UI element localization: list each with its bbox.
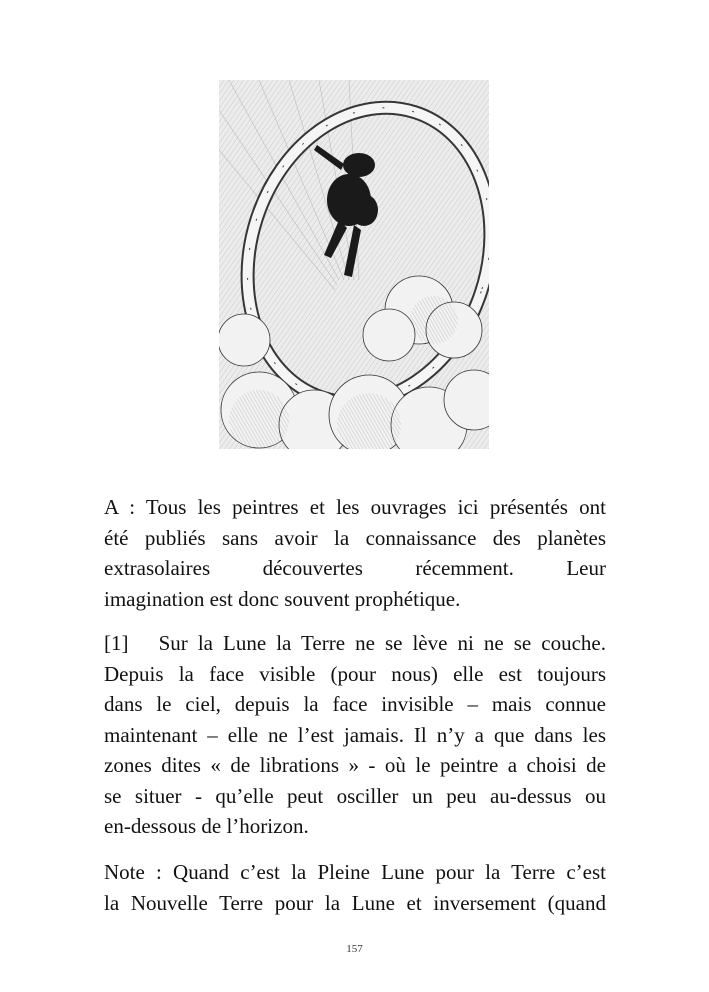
paragraph-note-1: [104, 628, 606, 842]
paragraph-a-line: A : Tous les peintres et les ouvrages ici présentés ont: [104, 495, 606, 519]
paragraph-note-1-line: se situer - qu’elle peut osciller un peu au-dessus ou: [104, 783, 606, 808]
paragraph-a-line: été publiés sans avoir la connaissance des planètes: [104, 525, 606, 550]
engraving-illustration: [219, 80, 489, 449]
paragraph-a: [104, 492, 606, 614]
engraving-figure-in-zodiac-ring-icon: [219, 80, 489, 449]
paragraph-note-line: la Nouvelle Terre pour la Lune et inversement (quand: [104, 890, 606, 915]
paragraph-a-line: imagination est donc souvent prophétique.: [104, 586, 461, 611]
paragraph-note: [104, 857, 606, 918]
paragraph-note-1-line: zones dites « de librations » - où le peintre a choisi de: [104, 753, 606, 777]
page-number: 157: [346, 943, 363, 955]
paragraph-note-1-line: [1] Sur la Lune la Terre ne se lève ni ne se couche.: [104, 631, 606, 655]
paragraph-note-line: Note : Quand c’est la Pleine Lune pour la Terre c’est: [104, 860, 606, 884]
paragraph-a-line: extrasolaires découvertes récemment. Leur: [104, 556, 606, 580]
paragraph-note-1-line: dans le ciel, depuis la face invisible – mais connue: [104, 692, 606, 716]
paragraph-note-1-line: maintenant – elle ne l’est jamais. Il n’y a que dans les: [104, 722, 606, 747]
paragraph-note-1-line: en-dessous de l’horizon.: [104, 814, 309, 838]
paragraph-note-1-line: Depuis la face visible (pour nous) elle est toujours: [104, 661, 606, 686]
